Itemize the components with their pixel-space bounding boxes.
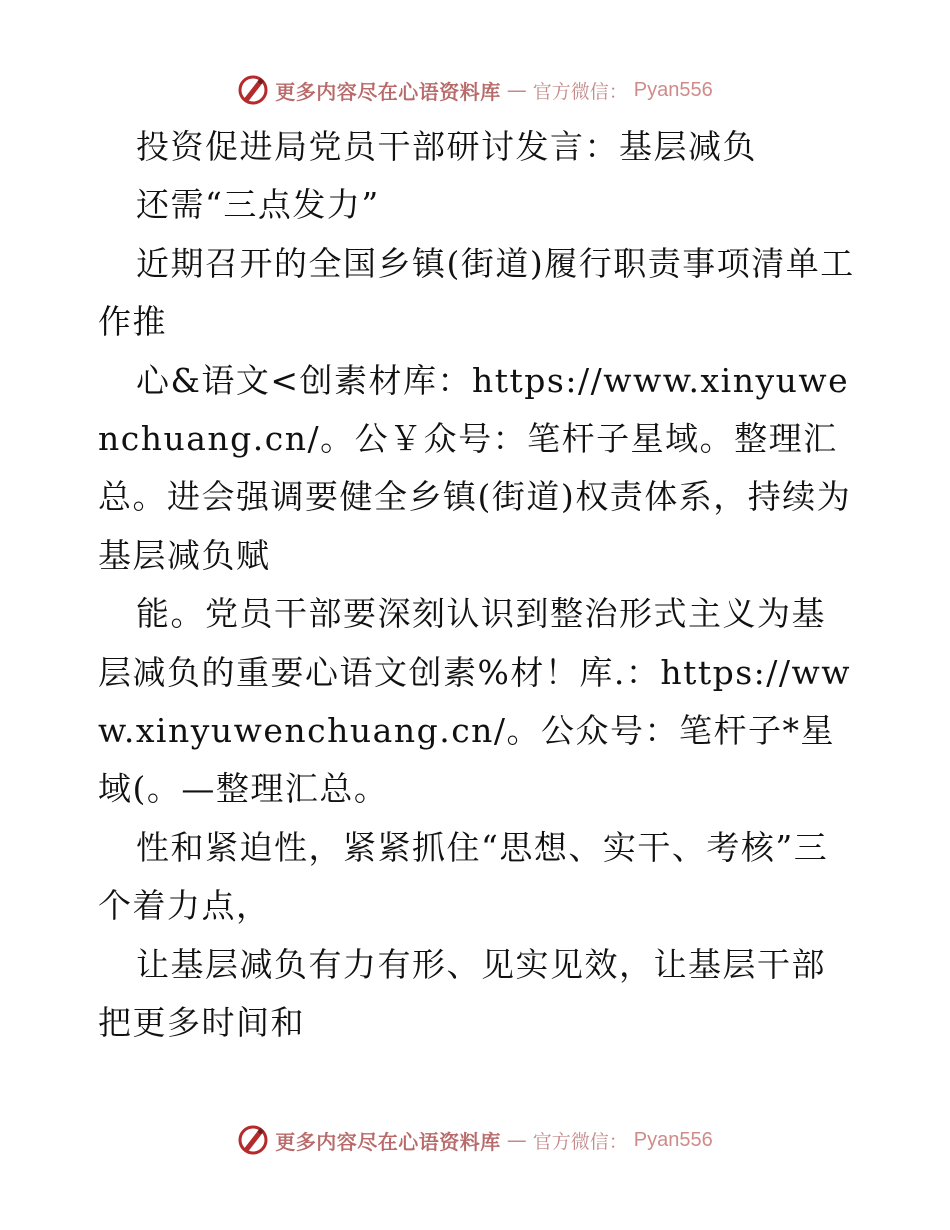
page-footer-banner bbox=[0, 1120, 950, 1160]
paragraph-title-line-1: 投资促进局党员干部研讨发言：基层减负 bbox=[136, 127, 757, 166]
paragraph-title-line-2: 还需“三点发力” bbox=[136, 185, 380, 225]
header-banner-title: 更多内容尽在心语资料库 bbox=[275, 79, 501, 104]
paragraph-6: 性和紧迫性，紧紧抓住“思想、实干、考核”三个着力点， bbox=[98, 827, 829, 926]
header-banner-separator: — bbox=[506, 78, 527, 102]
page-header-banner bbox=[0, 70, 950, 110]
document-body bbox=[98, 118, 858, 1053]
header-wechat-id: Pyan556 bbox=[633, 78, 713, 101]
footer-banner-title: 更多内容尽在心语资料库 bbox=[275, 1129, 501, 1154]
footer-wechat-label: 官方微信： bbox=[532, 1130, 628, 1153]
header-wechat-label: 官方微信： bbox=[532, 80, 628, 103]
footer-wechat-id: Pyan556 bbox=[633, 1128, 713, 1151]
pen-logo-icon bbox=[237, 1124, 269, 1156]
paragraph-3: 近期召开的全国乡镇(街道)履行职责事项清单工作推 bbox=[98, 243, 855, 342]
pen-logo-icon bbox=[237, 74, 269, 106]
footer-banner-separator: — bbox=[506, 1128, 527, 1152]
paragraph-5: 能。党员干部要深刻认识到整治形式主义为基层减负的重要心语文创素%材！库.：https://www.xinyuwenchuang.cn/。公众号：笔杆子*星域(。—整理汇总。 bbox=[98, 594, 852, 809]
paragraph-4: 心&语文<创素材库：https://www.xinyuwenchuang.cn/。公￥众号：笔杆子星域。整理汇总。进会强调要健全乡镇(街道)权责体系，持续为基层减负赋 bbox=[98, 360, 852, 575]
paragraph-7: 让基层减负有力有形、见实见效，让基层干部把更多时间和 bbox=[98, 944, 826, 1043]
